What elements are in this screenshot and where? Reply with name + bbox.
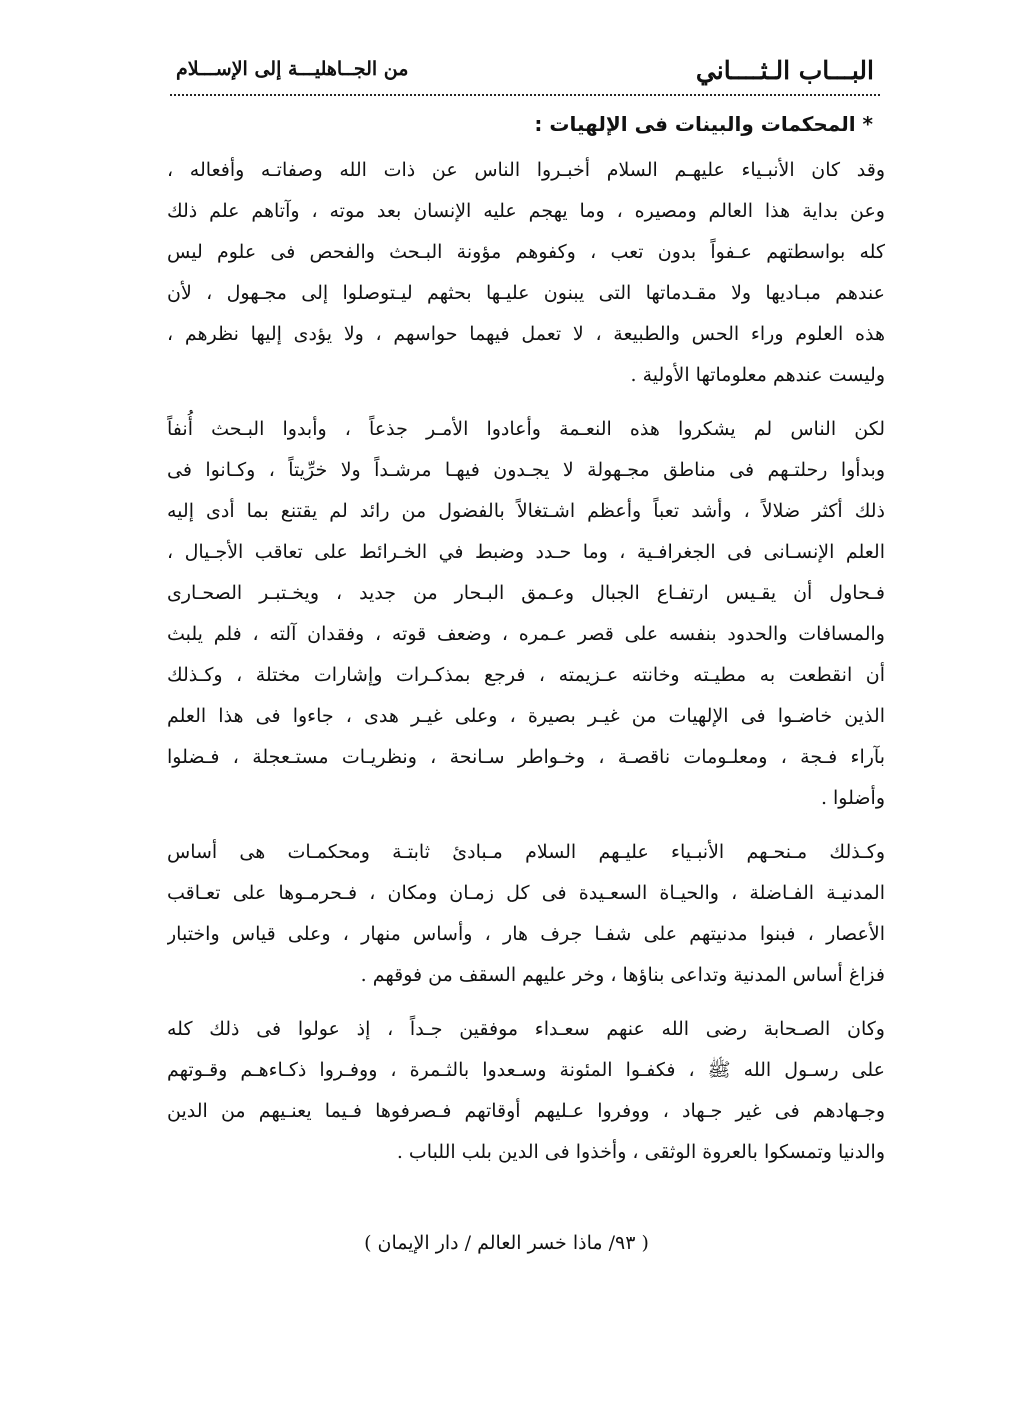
text-line: أن انقطعت به مطيـته وخانته عـزيمته ، فرجع بمذكـرات وإشارات مختلة ، وكـذلك (167, 664, 885, 686)
text-line: ذلك أكثر ضلالاً ، وأشد تعباً وأعظم اشـتغالاً بالفضول من رائد لم يقتنع بما أدى إليه (167, 500, 885, 522)
text-line: كله بواسطتهم عـفواً بدون تعب ، وكفوهم مؤونة البـحث والفحص فى علوم ليس (167, 241, 885, 263)
text-line: وبدأوا رحلتـهم فى مناطق مجـهولة لا يجـدون فيهـا مرشـداً ولا خرِّيتاً ، وكـانوا فى (167, 459, 885, 481)
text-line: وقد كان الأنبـياء عليهـم السلام أخبـروا الناس عن ذات الله وصفاتـه وأفعاله ، (167, 159, 885, 181)
text-line: على رسـول الله ﷺ ، فكفـوا المئونة وسـعدوا بالثـمرة ، ووفـروا ذكـاءهـم وقـوتهم (167, 1059, 885, 1081)
text-line: وكان الصـحابة رضى الله عنهم سعـداء موفقين جـداً ، إذ عولوا فى ذلك كله (167, 1018, 885, 1040)
paragraph-2 (167, 409, 885, 819)
text-line: والمسافات والحدود بنفسه على قصر عـمره ، وضعف قوته ، وفقدان آلته ، فلم يلبث (167, 623, 885, 645)
paragraph-4 (167, 1009, 885, 1173)
text-line: المدنيـة الفـاضلة ، والحيـاة السعـيدة فى كل زمـان ومكان ، فـحرمـوها على تعـاقب (167, 882, 885, 904)
paragraph-1 (167, 150, 885, 396)
page-footer: ( ٩٣/ ماذا خسر العالم / دار الإيمان ) (364, 1232, 649, 1254)
text-line: فـحاول أن يقـيس ارتفـاع الجبال وعـمق البـحار من جديد ، ويخـتبـر الصحـارى (167, 582, 885, 604)
text-line: الأعصار ، فبنوا مدنيتهم على شفـا جرف هار ، وأساس منهار ، وعلى قياس واختبار (167, 923, 885, 945)
text-line: لكن الناس لم يشكروا هذه النعـمة وأعادوا الأمـر جذعاً ، وأبدوا البـحث أُنفاً (167, 418, 885, 440)
text-line: والدنيا وتمسكوا بالعروة الوثقى ، وأخذوا فى الدين بلب اللباب . (396, 1141, 885, 1163)
text-line: الذين خاضـوا فى الإلهيات من غيـر بصيرة ، وعلى غيـر هدى ، جاءوا فى هذا العلم (167, 705, 885, 727)
text-line: وأضلوا . (820, 787, 885, 809)
paragraph-3 (167, 832, 885, 996)
text-line: وليست عندهم معلوماتها الأولية . (630, 364, 885, 386)
running-header (170, 50, 880, 96)
text-line: عندهم مبـاديها ولا مقـدماتها التى يبنون عليـها بحثهم ليـتوصلوا إلى مجـهول ، لأن (167, 282, 885, 304)
text-line: هذه العلوم وراء الحس والطبيعة ، لا تعمل فيهما حواسهم ، ولا يؤدى إليها نظرهم ، (167, 323, 885, 345)
chapter-title: البـــاب الـثــــاني (695, 56, 874, 85)
text-line: فزاغ أساس المدنية وتداعى بناؤها ، وخر عليهم السقف من فوقهم . (360, 964, 885, 986)
text-line: وكـذلك مـنحـهم الأنبـياء عليـهم السلام مـبادئ ثابتـة ومحكمـات هى أساس (167, 841, 885, 863)
text-line: بآراء فـجة ، ومعلـومات ناقصـة ، وخـواطر سـانحة ، ونظريـات مستـعجلة ، فـضلوا (167, 746, 885, 768)
text-line: العلم الإنسـانى فى الجغرافـية ، وما حـدد وضبط في الخـرائط على تعاقب الأجـيال ، (167, 541, 885, 563)
text-line: وعن بداية هذا العالم ومصيره ، وما يهجم عليه الإنسان بعد موته ، وآتاهم علم ذلك (167, 200, 885, 222)
book-title: من الجــاهليـــة إلى الإســـلام (176, 58, 409, 80)
body-text (167, 150, 885, 1186)
text-line: وجـهادهم فى غير جـهاد ، ووفروا عـليهم أوقاتهم فـصرفوها فـيما يعنـيهم من الدين (167, 1100, 885, 1122)
section-heading: * المحكمات والبينات فى الإلهيات : (534, 112, 873, 136)
